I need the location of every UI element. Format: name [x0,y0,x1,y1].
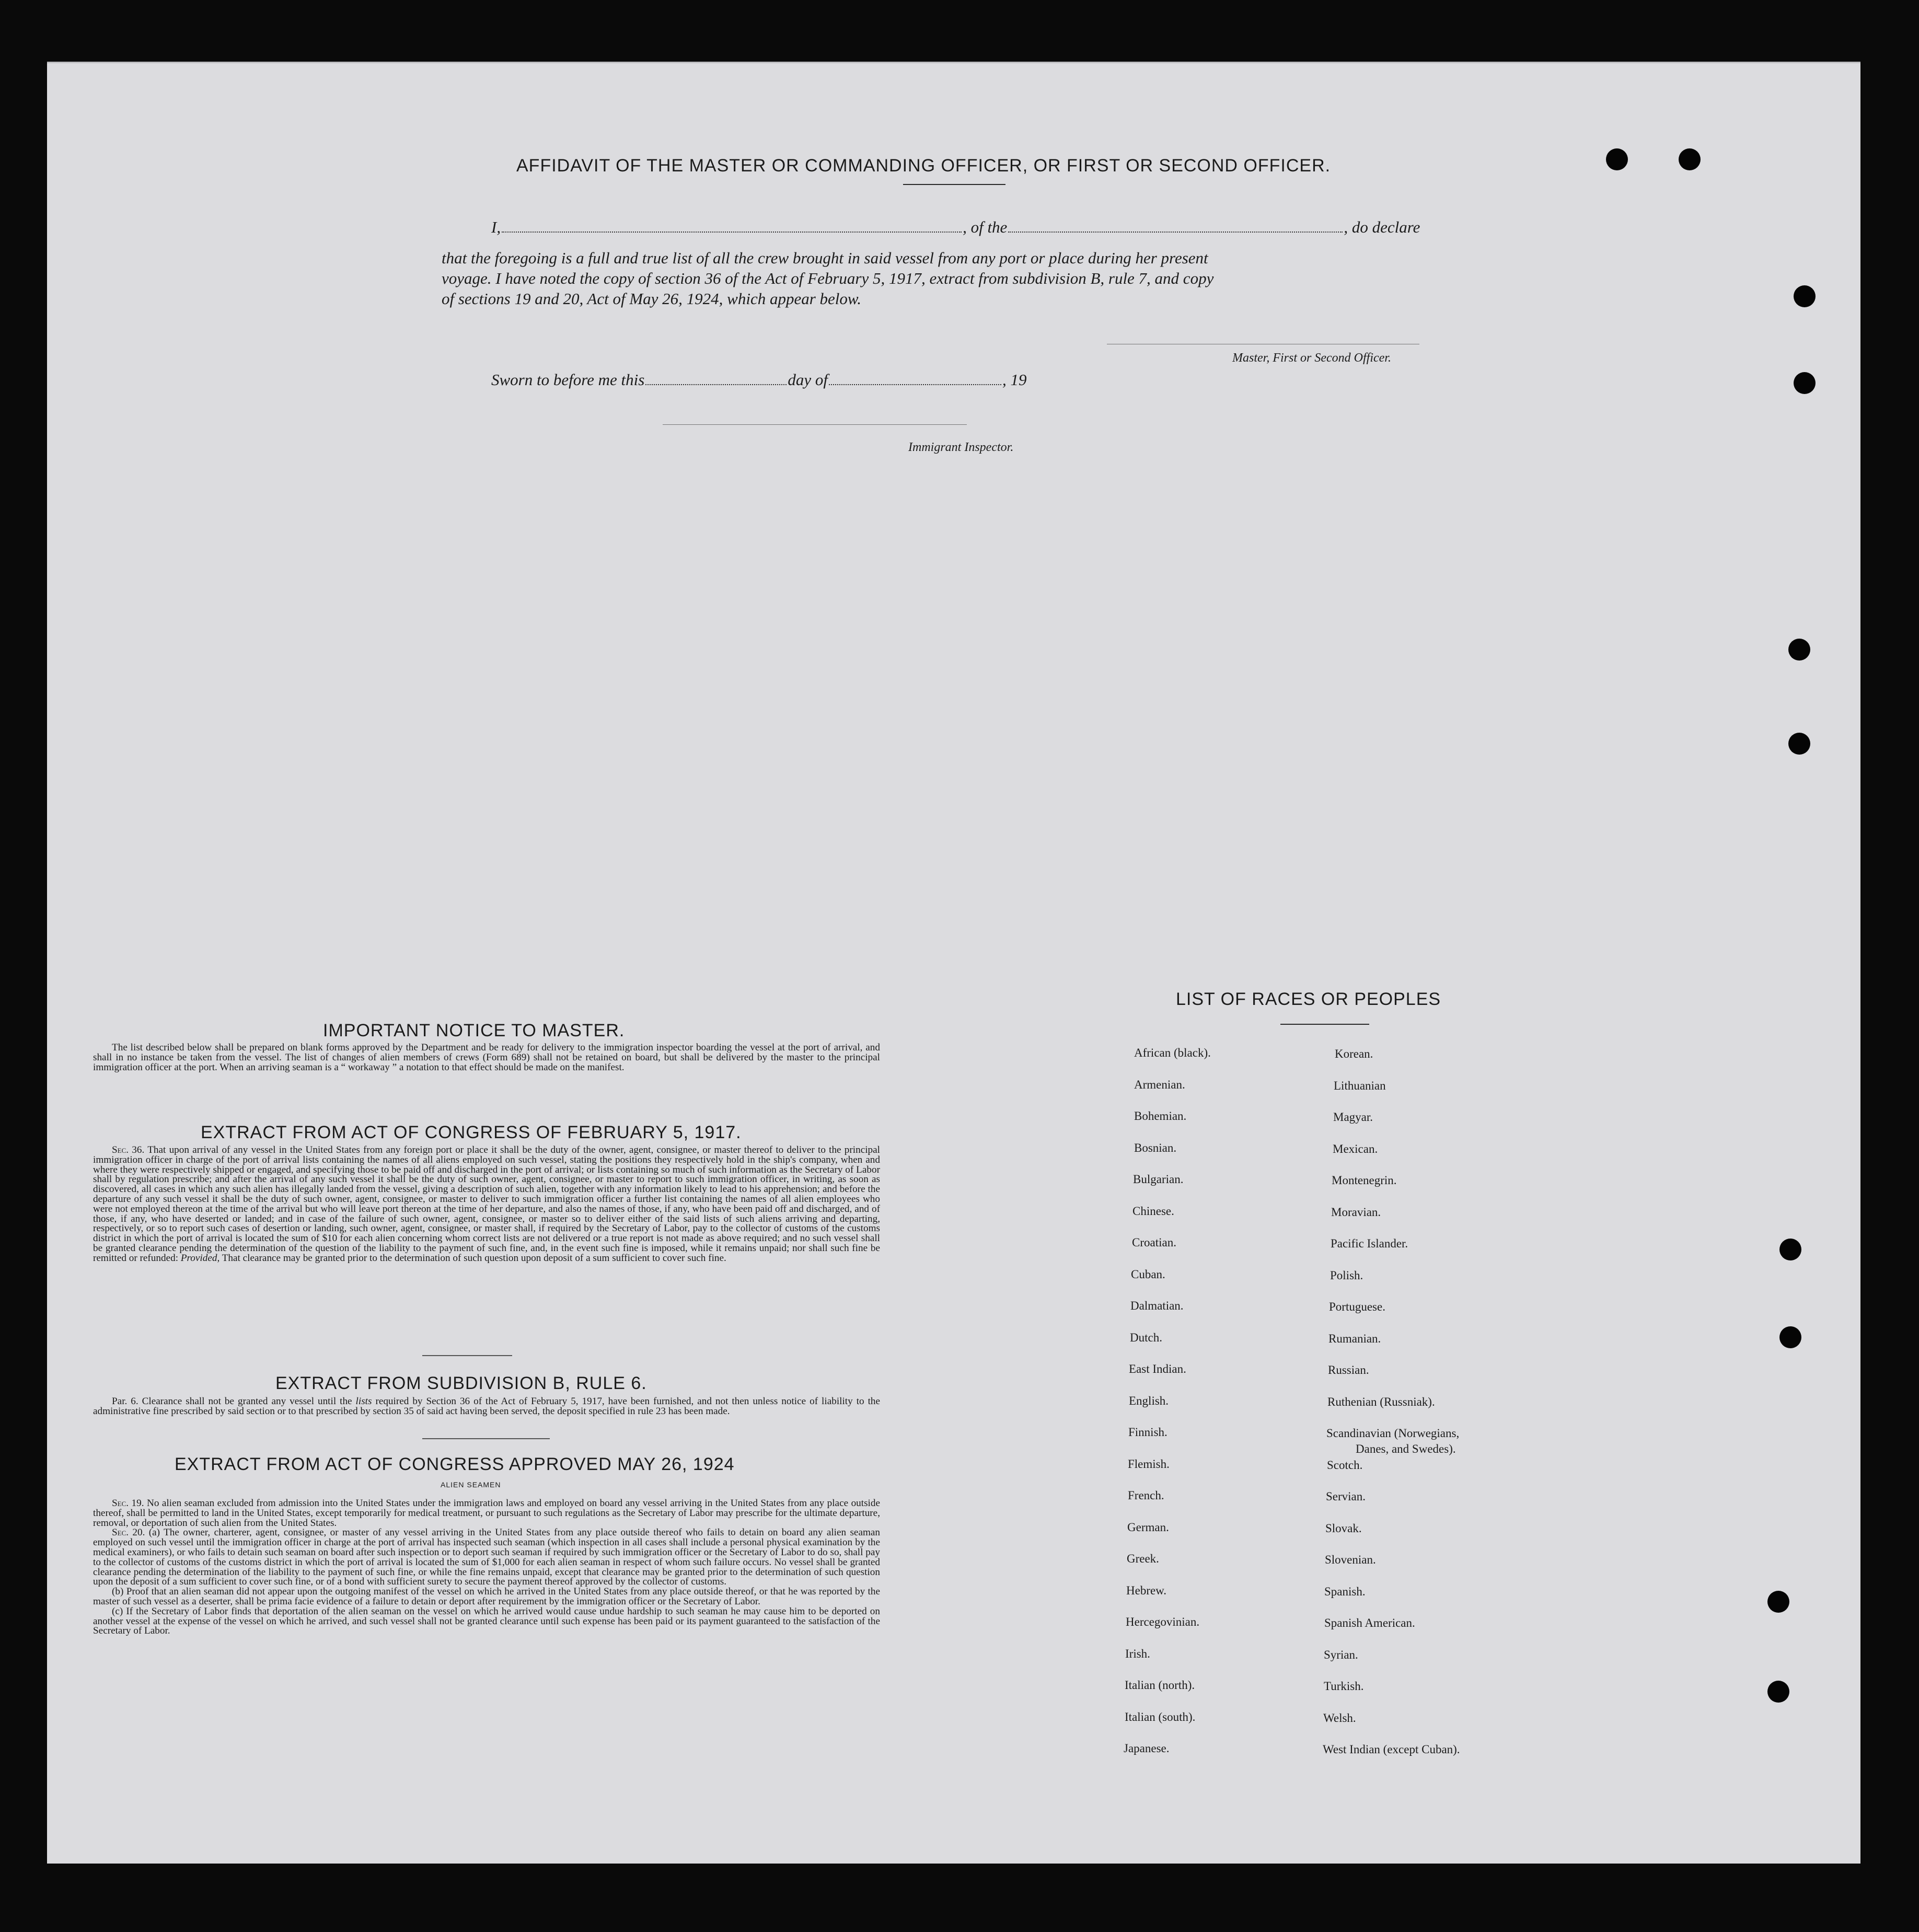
race-item: Portuguese. [1329,1300,1385,1313]
sec-20-a-body: (a) The owner, charterer, agent, consignee, or master of any vessel arriving in the United States from any place outside thereof who fails to detain on board any alien seaman employed on such vessel until the immigration officer in charge at the port of arrival has inspected such seaman (which inspection in all cases shall include a personal physical examination by the medical examiners), or who fails to detain such seaman on board after such inspection or to deport such seaman if required by such immigration officer or the Secretary of Labor to do so, shall pay to the collector of customs of the customs district in which the port of arrival is located the sum of $1,000 for each alien seaman in respect of whom such failure occurs. No vessel shall be granted clearance pending the determination of the liability to the payment of such fine, or while the fine remains unpaid, except that clearance may be granted prior to the determination of such question upon the deposit of a sum sufficient to cover such fine, or of a bond with sufficient surety to secure the payment thereof approved by the collector of customs. [93,1527,881,1588]
binder-hole [1779,1239,1801,1260]
sec-36-text: That upon arrival of any vessel in the United States from any foreign port or place it shall be the duty of the owner, agent, consignee, or master thereof to deliver to the principal immigration officer in charge of the port of arrival lists containing the names of all aliens employed on such vessel, stating the positions they respectively hold in the ship's company, when and where they were respectively shipped or engaged, and specifying those to be paid off and discharged in the port of arrival; or lists containing so much of such information as the Secretary of Labor shall by regulation prescribe; and after the arrival of any such vessel it shall be the duty of such owner, agent, consignee, or master to report to such immigration officer, in writing, as soon as discovered, all cases in which any such alien has illegally landed from the vessel, giving a description of such alien, together with any information likely to lead to his apprehension; and before the departure of any such vessel it shall be the duty of such owner, agent, consignee, or master to deliver to such immigration officer a further list containing the names of all alien employees who were not employed thereon at the time of the arrival but who will leave port thereon at the time of her departure, and also the names of those, if any, who have been paid off and discharged, and of those, if any, who have deserted or landed; and in case of the failure of such owner, agent, consignee, or master so to deliver either of the said lists of such aliens arriving and departing, respectively, or so to report such cases of desertion or landing, such owner, agent, consignee, or master shall, if required by the Secretary of Labor, pay to the collector of customs of the customs district in which the port of arrival is located the sum of $10 for each alien concerning whom correct lists are not delivered or a true report is not made as above required; and no such vessel shall be granted clearance pending the determination of the question of the liability to the payment of such fine, and, in the event such fine is imposed, while it remains unpaid; nor shall such fine be remitted or refunded: [93,1144,880,1264]
sworn-day: day of [788,371,828,389]
affidavit-line-1-end: , do declare [1344,218,1420,236]
race-item: German. [1127,1520,1169,1534]
notice-title: IMPORTANT NOTICE TO MASTER. [323,1021,625,1040]
affidavit-line-2: that the foregoing is a full and true list of all the crew brought in said vessel from any port or place during her present [442,249,1208,267]
inspector-signature-line[interactable] [663,424,967,425]
race-item: Rumanian. [1328,1332,1381,1345]
race-item: Polish. [1330,1268,1363,1282]
race-item: Japanese. [1124,1742,1170,1755]
race-item: French. [1128,1489,1164,1502]
race-item-continuation: Danes, and Swedes). [1356,1442,1456,1455]
race-item: Mexican. [1333,1142,1378,1155]
race-item: Servian. [1326,1490,1366,1503]
month-blank[interactable] [829,384,1001,385]
race-item: Flemish. [1128,1457,1170,1471]
race-item: Scandinavian (Norwegians, [1326,1427,1460,1440]
races-title: LIST OF RACES OR PEOPLES [1176,989,1441,1009]
race-item: Syrian. [1324,1648,1358,1661]
sec-20-a-text [93,1528,880,1587]
sec-20-b-text: (b) Proof that an alien seaman did not appear upon the outgoing manifest of the vessel on which he arrived in the United States from any place outside thereof, or that he was reported by the master of such vessel as a deserter, shall be prima facie evidence of a failure to detain or deport after requirement by the immigration officer or the Secretary of Labor. [93,1586,880,1607]
rule-6-title: EXTRACT FROM SUBDIVISION B, RULE 6. [275,1373,647,1393]
race-item: Montenegrin. [1332,1174,1397,1187]
sworn-year: , 19 [1002,371,1027,389]
race-item: English. [1129,1394,1169,1407]
section-divider [422,1355,512,1356]
race-item: Dalmatian. [1130,1299,1184,1312]
binder-hole [1606,148,1628,170]
race-item: Magyar. [1333,1110,1373,1124]
binder-hole [1767,1681,1789,1703]
act-1917-text [93,1146,880,1264]
race-item: Ruthenian (Russniak). [1327,1395,1435,1408]
master-signature-label: Master, First or Second Officer. [1232,351,1391,365]
affidavit-line-1-mid: , of the [963,218,1008,236]
sec-20-label: Sec. 20. [112,1527,145,1538]
binder-hole [1767,1591,1789,1613]
rule-6-text-start: Par. 6. Clearance shall not be granted any vessel until the [112,1396,352,1407]
binder-hole [1794,285,1816,307]
race-item: Italian (south). [1125,1710,1196,1723]
act-1917-title: EXTRACT FROM ACT OF CONGRESS OF FEBRUARY 5, 1917. [201,1123,742,1142]
act-1924-title: EXTRACT FROM ACT OF CONGRESS APPROVED MAY 26, 1924 [175,1454,735,1474]
race-item: Finnish. [1128,1426,1167,1439]
sec-19-body: No alien seaman excluded from admission into the United States under the immigration laws and employed on board any vessel arriving in the United States from any place outside thereof, shall be permitted to land in the United States, except temporarily for medical treatment, or pursuant to such regulations as the Secretary of Labor may prescribe for the ultimate departure, removal, or deportation of such alien from the United States. [93,1498,880,1529]
notice-text: The list described below shall be prepared on blank forms approved by the Department and be ready for delivery to the immigration inspector boarding the vessel at the port of arrival, and shall in no instance be taken from the vessel. The list of changes of alien members of crews (Form 689) shall not be retained on board, but shall be delivered by the master to the principal immigration officer at the port. When an arriving seaman is a “ workaway ” a notation to that effect should be made on the manifest. [93,1042,880,1073]
alien-seamen-subtitle: ALIEN SEAMEN [441,1480,501,1489]
race-item: Slovenian. [1325,1553,1376,1566]
sec-19-text [93,1499,880,1528]
race-item: Scotch. [1327,1458,1363,1472]
act-1917-body [93,1146,880,1264]
lists-word: lists [355,1396,372,1407]
race-item: Hebrew. [1126,1583,1167,1597]
section-divider [422,1438,550,1439]
race-item: Croatian. [1132,1236,1176,1249]
race-item: East Indian. [1129,1362,1186,1375]
name-blank[interactable] [502,231,962,233]
sworn-line [491,369,1026,390]
binder-hole [1779,1326,1801,1348]
sworn-start: Sworn to before me this [491,371,645,389]
race-item: Slovak. [1325,1521,1362,1535]
sec-19-label: Sec. 19. [112,1498,144,1509]
race-item: Bohemian. [1134,1109,1187,1123]
sec-20-c-text: (c) If the Secretary of Labor finds that deportation of the alien seaman on the vessel on which he arrived would cause undue hardship to such seaman he may cause him to be deported on another vessel at the expense of the vessel on which he arrived, and such vessel shall not be granted clearance until such expense has been paid or its payment guaranteed to the satisfaction of the Secretary of Labor. [93,1605,880,1637]
race-item: West Indian (except Cuban). [1323,1743,1460,1756]
proviso-word: Provided, [180,1252,220,1264]
race-item: Korean. [1335,1047,1373,1060]
race-item: Bosnian. [1134,1141,1177,1154]
affidavit-title: AFFIDAVIT OF THE MASTER OR COMMANDING OFFICER, OR FIRST OR SECOND OFFICER. [516,156,1331,176]
day-blank[interactable] [645,384,787,385]
race-item: Irish. [1125,1647,1150,1660]
race-item: Chinese. [1132,1204,1174,1218]
race-item: Pacific Islander. [1331,1237,1408,1250]
affidavit-line-4: of sections 19 and 20, Act of May 26, 1924, which appear below. [442,290,862,308]
race-item: Bulgarian. [1133,1173,1184,1186]
race-item: African (black). [1134,1046,1211,1059]
notice-body [93,1043,880,1072]
race-item: Spanish. [1324,1584,1366,1598]
races-title-divider [1280,1024,1369,1025]
race-item: Spanish American. [1324,1616,1415,1629]
binder-hole [1679,148,1701,170]
sec-36-text-end: That clearance may be granted prior to the determination of such question upon deposit of a sum sufficient to cover such fine. [222,1252,726,1264]
sec-36-label: Sec. 36. [112,1144,145,1155]
title-divider [903,184,1005,185]
race-item: Welsh. [1323,1711,1356,1725]
affidavit-line-1-start: I, [491,218,501,236]
rule-6-text [93,1397,880,1417]
rule-6-text-end: required by Section 36 of the Act of February 5, 1917, have been furnished, and not then unless notice of liability to the administrative fine prescribed by said section or to that prescribed by section 35 of said act having been served, the deposit specified in rule 23 has been made. [93,1396,881,1417]
affidavit-line-1 [491,217,1420,237]
vessel-blank[interactable] [1008,231,1343,233]
binder-hole [1788,733,1810,755]
affidavit-line-3: voyage. I have noted the copy of section 36 of the Act of February 5, 1917, extract from subdivision B, rule 7, and copy [442,269,1214,287]
race-item: Italian (north). [1125,1679,1195,1692]
binder-hole [1794,372,1816,394]
act-1924-body [93,1499,880,1636]
race-item: Greek. [1127,1552,1159,1565]
race-item: Armenian. [1134,1078,1185,1091]
rule-6-body [93,1397,880,1417]
race-item: Cuban. [1131,1267,1165,1281]
race-item: Lithuanian [1334,1079,1386,1092]
race-item: Hercegovinian. [1126,1615,1200,1628]
race-item: Dutch. [1130,1331,1162,1344]
race-item: Moravian. [1331,1205,1381,1219]
inspector-signature-label: Immigrant Inspector. [908,441,1014,454]
race-item: Russian. [1328,1363,1369,1376]
race-item: Turkish. [1324,1680,1364,1693]
binder-hole [1788,639,1810,661]
